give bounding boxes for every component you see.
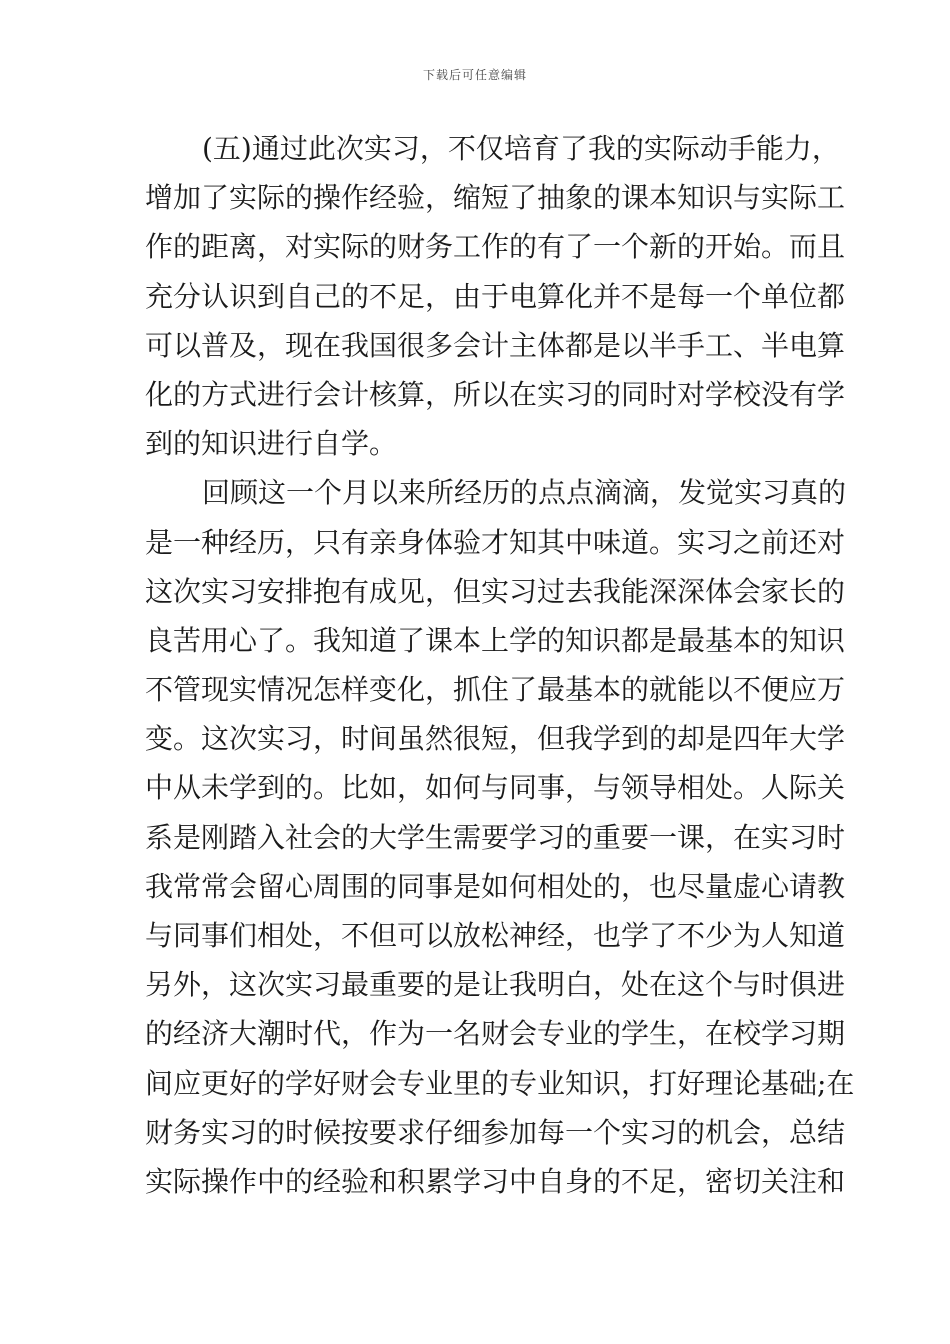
paragraph-line: 的经济大潮时代，作为一名财会专业的学生，在校学习期 xyxy=(145,1017,846,1051)
paragraph-line: 财务实习的时候按要求仔细参加每一个实习的机会，总结 xyxy=(145,1115,846,1149)
paragraph-line: 到的知识进行自学。 xyxy=(145,427,398,461)
paragraph-line: 另外，这次实习最重要的是让我明白，处在这个与时俱进 xyxy=(145,968,846,1002)
header-note: 下载后可任意编辑 xyxy=(422,68,527,82)
paragraph-line: 作的距离，对实际的财务工作的有了一个新的开始。而且 xyxy=(145,230,846,264)
paragraph-line: 这次实习安排抱有成见，但实习过去我能深深体会家长的 xyxy=(145,574,846,608)
paragraph-line: 可以普及，现在我国很多会计主体都是以半手工、半电算 xyxy=(145,328,846,362)
paragraph-line: 不管现实情况怎样变化，抓住了最基本的就能以不便应万 xyxy=(145,673,846,707)
document-body xyxy=(145,124,855,1206)
paragraph-line: 变。这次实习，时间虽然很短，但我学到的却是四年大学 xyxy=(145,722,846,756)
paragraph-line: 良苦用心了。我知道了课本上学的知识都是最基本的知识 xyxy=(145,623,846,657)
paragraph-line: 增加了实际的操作经验，缩短了抽象的课本知识与实际工 xyxy=(145,181,846,215)
paragraph-line: 充分认识到自己的不足，由于电算化并不是每一个单位都 xyxy=(145,279,846,313)
paragraph-line: 化的方式进行会计核算，所以在实习的同时对学校没有学 xyxy=(145,377,846,411)
paragraph-line: 实际操作中的经验和积累学习中自身的不足，密切关注和 xyxy=(145,1164,846,1198)
paragraph-line: 回顾这一个月以来所经历的点点滴滴，发觉实习真的 xyxy=(202,476,847,510)
paragraph-line: 与同事们相处，不但可以放松神经，也学了不少为人知道 xyxy=(145,919,846,952)
paragraph-line: (五)通过此次实习，不仅培育了我的实际动手能力， xyxy=(202,132,840,165)
paragraph-line: 间应更好的学好财会专业里的专业知识，打好理论基础;在 xyxy=(145,1066,855,1100)
paragraph-line: 是一种经历，只有亲身体验才知其中味道。实习之前还对 xyxy=(145,525,846,559)
paragraph-line: 我常常会留心周围的同事是如何相处的，也尽量虚心请教 xyxy=(145,869,846,903)
paragraph-line: 中从未学到的。比如，如何与同事，与领导相处。人际关 xyxy=(145,771,846,805)
paragraph-line: 系是刚踏入社会的大学生需要学习的重要一课，在实习时 xyxy=(145,820,846,854)
